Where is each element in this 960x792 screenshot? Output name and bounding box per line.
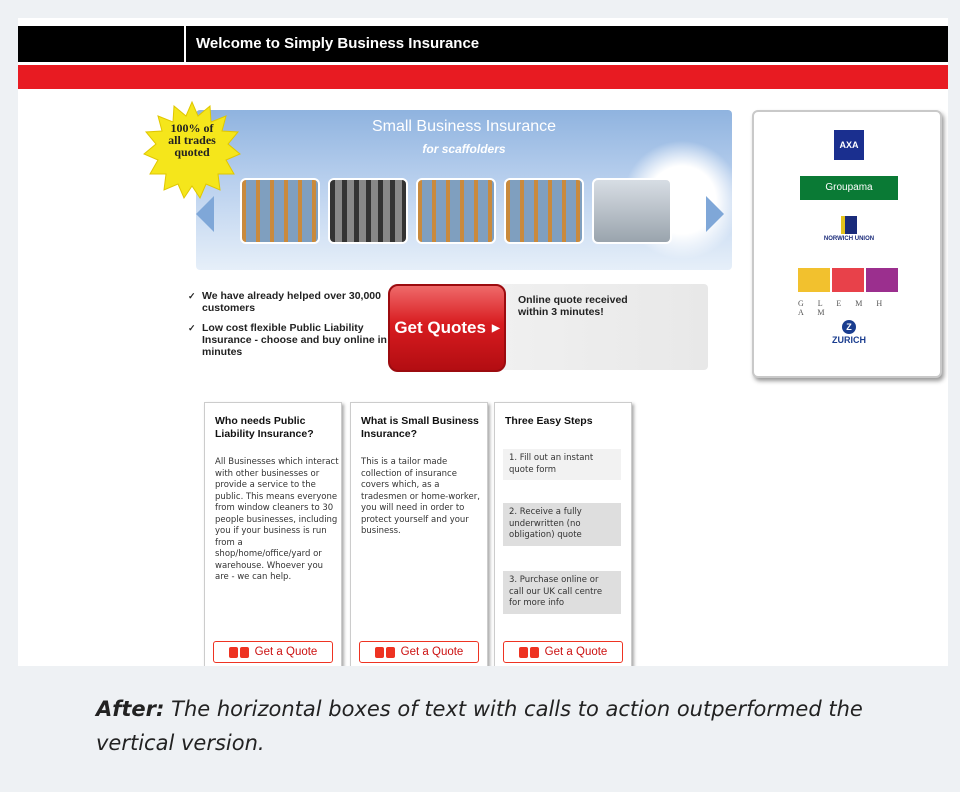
step-item: 3. Purchase online or call our UK call centre for more info [503,571,621,614]
quote-logo-icon [229,647,249,658]
carousel-thumb[interactable] [592,178,672,244]
get-a-quote-button[interactable] [213,641,333,663]
benefit-item: ✓ We have already helped over 30,000 customers [188,290,388,314]
glemham-logo [798,268,902,317]
screenshot-frame [18,18,948,666]
glemham-label: G L E M H A M [798,299,889,317]
norwich-union-label: NORWICH UNION [823,236,875,242]
zurich-logo [814,320,884,345]
caption-text: The horizontal boxes of text with calls to action outperformed the vertical version. [96,697,863,755]
norwich-union-mark-icon [841,216,857,234]
badge-line-2: all trades [168,133,216,147]
glemham-red-swatch [832,268,864,292]
step-item: 1. Fill out an instant quote form [503,449,621,480]
top-header-bar [18,26,948,62]
carousel-thumb[interactable] [240,178,320,244]
insurer-logos-panel [752,110,942,378]
info-box-title: Who needs Public Liability Insurance? [215,415,314,440]
carousel-next-arrow-icon[interactable] [706,196,724,232]
info-box-title: Three Easy Steps [505,415,593,427]
get-a-quote-label: Get a Quote [400,646,464,658]
banner-title: Small Business Insurance [371,118,557,135]
info-box-three-steps [494,402,632,666]
norwich-union-logo [816,216,882,256]
axa-logo: AXA [834,130,864,160]
info-box-who-needs [204,402,342,666]
zurich-label: ZURICH [832,335,866,345]
get-a-quote-label: Get a Quote [544,646,608,658]
red-navigation-bar [18,65,948,89]
carousel-thumb[interactable] [328,178,408,244]
quote-logo-icon [519,647,539,658]
banner-subtitle: for scaffolders [422,142,506,156]
header-divider [184,26,186,62]
groupama-logo: Groupama [800,176,898,200]
badge-line-1: 100% of [170,121,214,135]
benefits-list [188,290,388,366]
caret-right-icon: ▶ [491,322,500,334]
zurich-z-icon: Z [842,320,856,334]
carousel-prev-arrow-icon[interactable] [196,196,214,232]
info-box-body: This is a tailor made collection of insurance covers which, as a tradesmen or home-worker, you will need in order to protect yourself and your business. [361,457,480,536]
carousel-thumb[interactable] [416,178,496,244]
carousel-thumb[interactable] [504,178,584,244]
get-a-quote-button[interactable] [359,641,479,663]
site-welcome-title: Welcome to Simply Business Insurance [196,35,480,52]
caption-lead: After: [96,697,165,721]
benefit-item: ✓ Low cost flexible Public Liability Insurance - choose and buy online in minutes [188,322,388,358]
get-a-quote-label: Get a Quote [254,646,318,658]
step-item: 2. Receive a fully underwritten (no obligation) quote [503,503,621,546]
get-quotes-label: Get Quotes [394,318,486,337]
info-box-what-is [350,402,488,666]
badge-line-3: quoted [174,145,210,159]
info-box-title: What is Small Business Insurance? [361,415,479,440]
info-box-body: All Businesses which interact with other businesses or provide a service to the public. This means everyone from window cleaners to 30 people businesses, including you if your business is run from a shop/home/office/yard or warehouse. Whoever you are - we can help. [215,457,339,582]
trades-quoted-starburst-badge [142,100,242,200]
glemham-yellow-swatch [798,268,830,292]
figure-caption [96,692,916,760]
get-quotes-button[interactable] [388,284,506,372]
glemham-purple-swatch [866,268,898,292]
hero-banner [196,110,732,270]
quote-logo-icon [375,647,395,658]
get-a-quote-button[interactable] [503,641,623,663]
quote-time-note: Online quote received within 3 minutes! [518,294,628,318]
